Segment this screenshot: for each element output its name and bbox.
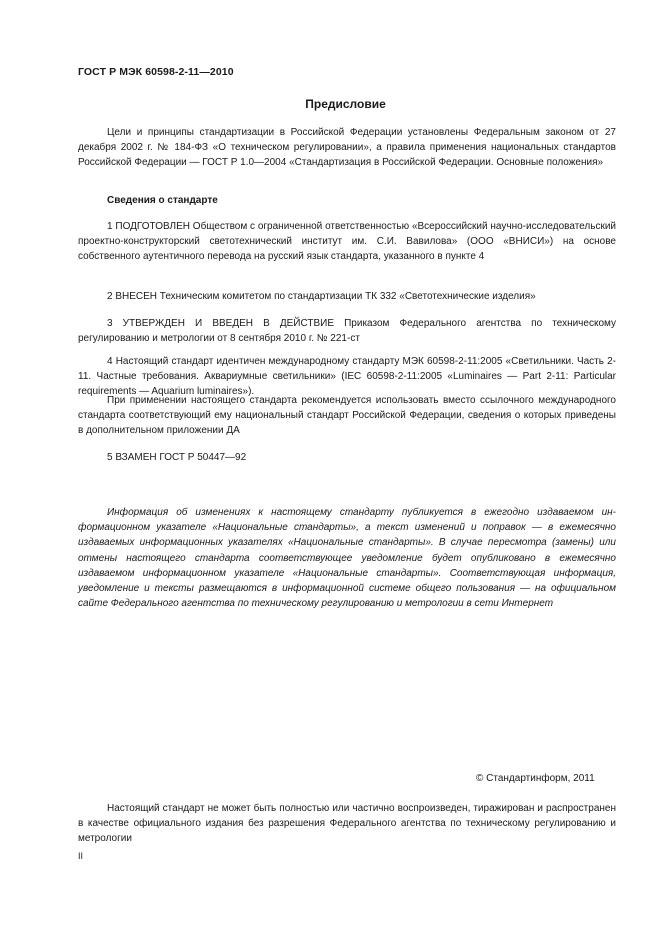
item-4-identical: 4 Настоящий стандарт идентичен международному стандарту МЭК 60598-2-11:2005 «Светильники. Часть 2-11. Частные требования. Аквариумные светильники» (IEC 60598-2-11:2005 «Luminaires — Part 2-11: Particular requirements — Aquarium luminaires»).	[78, 356, 616, 398]
item-3-approved: 3 УТВЕРЖДЕН И ВВЕДЕН В ДЕЙСТВИЕ Приказом Федерального агентства по техническому регулированию и метрологии от 8 сентября 2010 г. № 221-ст	[78, 318, 616, 345]
standard-code: ГОСТ Р МЭК 60598-2-11—2010	[78, 66, 234, 78]
page-number: II	[78, 851, 84, 861]
info-heading: Сведения о стандарте	[107, 195, 218, 206]
copyright: © Стандартинформ, 2011	[476, 773, 595, 784]
foreword-title: Предисловие	[305, 97, 386, 111]
changes-info: Информация об изменениях к настоящему стандарту публикуется в ежегодно издаваемом информационном указателе «Национальные стандарты», а текст изменений и поправок — в ежемесячно издаваемых информационных указателях «Национальные стандарты». В случае пересмотра (замены) или отмены настоящего стандарта соответствующее уведомление будет опубликовано в ежемесячно издаваемом информационном указателе «Национальные стандарты». Соответствующая информация, уведомление и тексты размещаются в информационной системе общего пользования — на официальном сайте Федерального агентства по техническому регулированию и метрологии в сети Интернет	[78, 507, 616, 610]
item-2-submitted: 2 ВНЕСЕН Техническим комитетом по стандартизации ТК 332 «Светотехнические изделия»	[107, 291, 536, 302]
reproduction-notice: Настоящий стандарт не может быть полностью или частично воспроизведен, тиражирован и распространен в качестве официального издания без разрешения Федерального агентства по техническому регулированию и метрологии	[78, 803, 616, 845]
item-1-prepared: 1 ПОДГОТОВЛЕН Обществом с ограниченной ответственностью «Всероссийский научно-исследовательский проектно-конструкторский светотехнический институт им. С.И. Вавилова» (ООО «ВНИСИ») на основе собственного аутентичного перевода на русский язык стандарта, указанного в пункте 4	[78, 221, 616, 263]
item-5-replaces: 5 ВЗАМЕН ГОСТ Р 50447—92	[107, 452, 247, 463]
item-4-note: При применении настоящего стандарта рекомендуется использовать вместо ссылочного международного стандарта соответствующий ему национальный стандарт Российской Федерации, сведения о которых приведены в дополнительном приложении ДА	[78, 395, 616, 437]
intro-paragraph: Цели и принципы стандартизации в Российской Федерации установлены Федеральным законом от 27 декабря 2002 г. № 184-ФЗ «О техническом регулировании», а правила применения национальных стандартов Российской Федерации — ГОСТ Р 1.0—2004 «Стандартизация в Российской Федерации. Основные положения»	[78, 127, 616, 169]
